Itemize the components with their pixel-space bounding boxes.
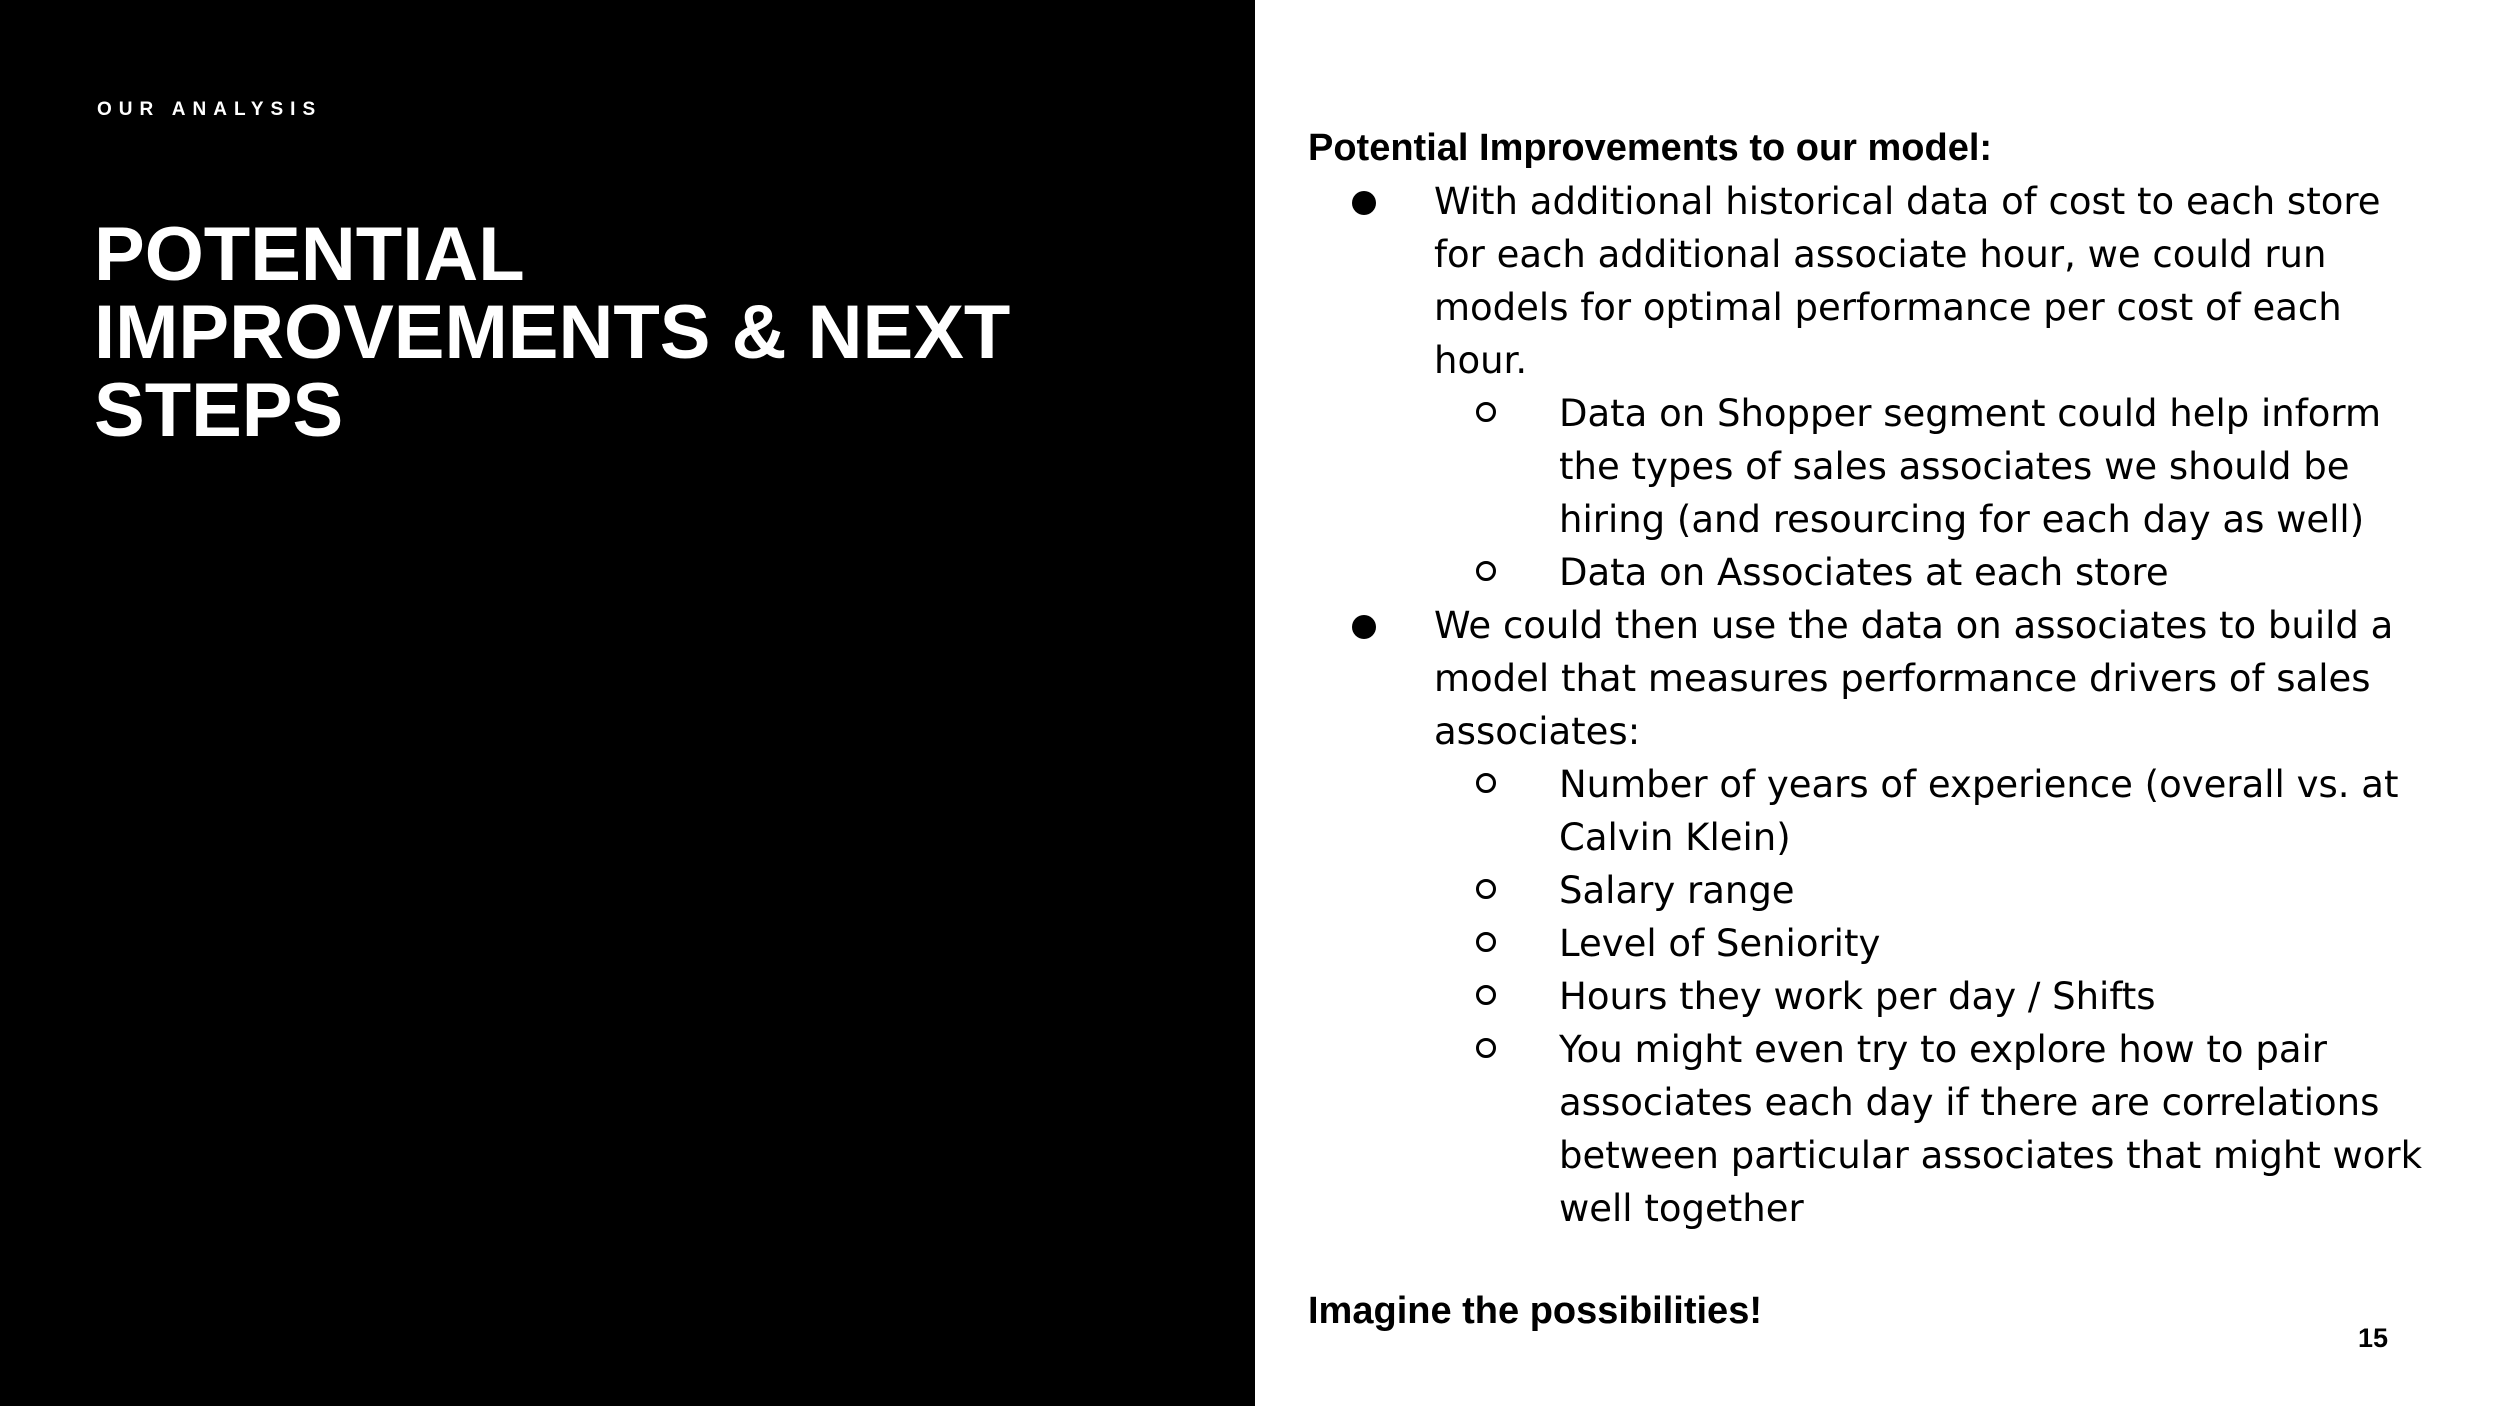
sub-bullet-text-line: hiring (and resourcing for each day as well) <box>1559 498 2365 541</box>
content-panel <box>1308 122 2458 1235</box>
sub-bullet-item <box>1308 546 2458 599</box>
bullet-text-line: We could then use the data on associates to build a <box>1434 604 2394 647</box>
sub-bullet-text-line: the types of sales associates we should be <box>1559 445 2350 488</box>
section-label: OUR ANALYSIS <box>97 99 323 120</box>
content-heading: Potential Improvements to our model: <box>1308 127 1993 169</box>
bullet-circle-icon <box>1476 773 1496 793</box>
sub-bullet-item <box>1308 387 2458 546</box>
bullet-item <box>1308 175 2458 387</box>
sub-bullet-text-line: Data on Shopper segment could help inform <box>1559 392 2381 435</box>
title-line: STEPS <box>94 368 344 453</box>
sub-bullet-item <box>1308 1023 2458 1235</box>
sub-bullet-text-line: Calvin Klein) <box>1559 816 1791 859</box>
sub-bullet-text-line: Level of Seniority <box>1559 922 1881 965</box>
bullet-circle-icon <box>1476 985 1496 1005</box>
sub-bullet-text-line: associates each day if there are correlations <box>1559 1081 2380 1124</box>
title-line: POTENTIAL <box>94 212 525 297</box>
bullet-disc-icon <box>1352 191 1376 215</box>
sub-bullet-text-line: Hours they work per day / Shifts <box>1559 975 2156 1018</box>
sub-bullet-item <box>1308 970 2458 1023</box>
sub-bullet-text-line: Salary range <box>1559 869 1795 912</box>
bullet-item <box>1308 599 2458 758</box>
closing-statement: Imagine the possibilities! <box>1308 1290 1762 1332</box>
sub-bullet-item <box>1308 758 2458 864</box>
sub-bullet-text-line: Data on Associates at each store <box>1559 551 2169 594</box>
sub-bullet-item <box>1308 864 2458 917</box>
sub-bullet-text-line: You might even try to explore how to pair <box>1559 1028 2327 1071</box>
sub-bullet-text-line: well together <box>1559 1187 1804 1230</box>
sub-bullet-item <box>1308 917 2458 970</box>
bullet-circle-icon <box>1476 879 1496 899</box>
slide-title <box>94 212 1194 453</box>
bullet-text-line: models for optimal performance per cost of each <box>1434 286 2342 329</box>
bullet-disc-icon <box>1352 615 1376 639</box>
bullet-text-line: With additional historical data of cost to each store <box>1434 180 2381 223</box>
bullet-circle-icon <box>1476 402 1496 422</box>
bullet-text-line: hour. <box>1434 339 1528 382</box>
title-line: IMPROVEMENTS & NEXT <box>94 290 1011 375</box>
sub-bullet-text-line: Number of years of experience (overall vs. at <box>1559 763 2399 806</box>
page-number: 15 <box>2358 1323 2389 1353</box>
bullet-text-line: for each additional associate hour, we could run <box>1434 233 2327 276</box>
bullet-circle-icon <box>1476 561 1496 581</box>
bullet-text-line: associates: <box>1434 710 1641 753</box>
bullet-text-line: model that measures performance drivers of sales <box>1434 657 2371 700</box>
bullet-circle-icon <box>1476 1038 1496 1058</box>
bullet-circle-icon <box>1476 932 1496 952</box>
sub-bullet-text-line: between particular associates that might work <box>1559 1134 2423 1177</box>
